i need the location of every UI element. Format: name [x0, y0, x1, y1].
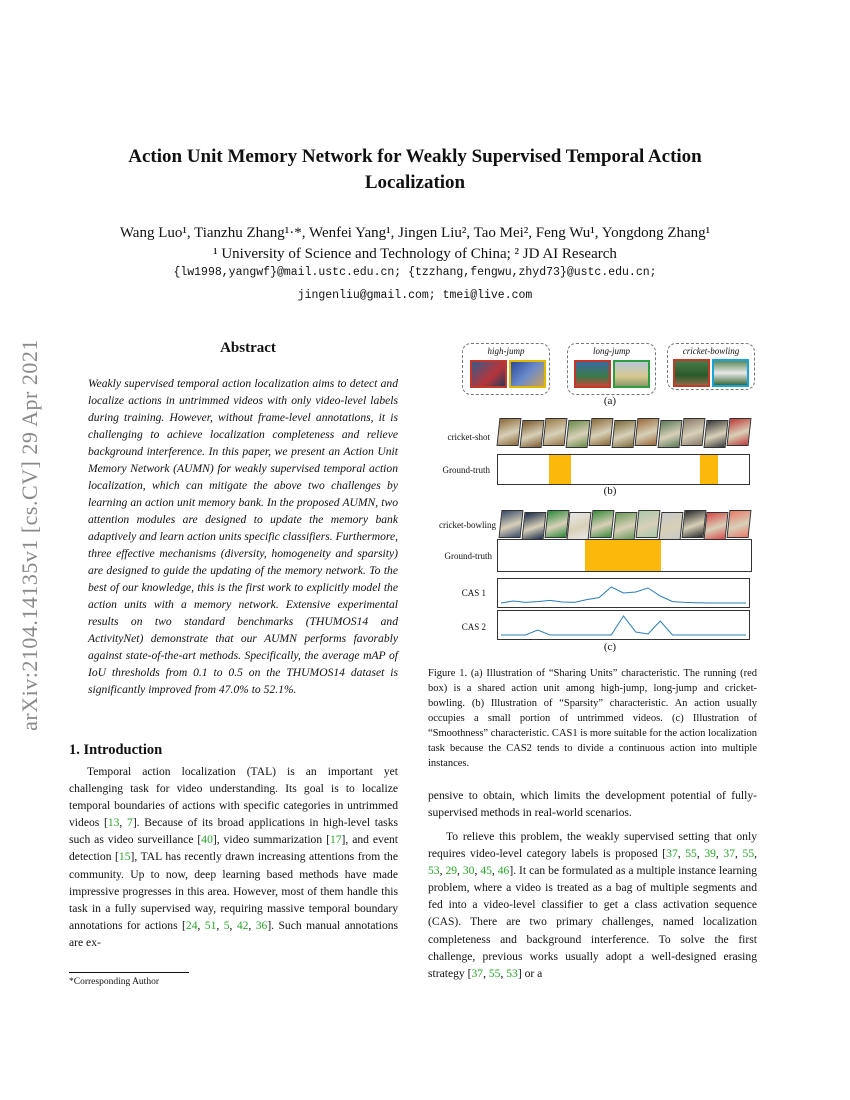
- video-frame: [704, 420, 729, 448]
- citation[interactable]: 24: [185, 918, 198, 932]
- citation[interactable]: 17: [329, 833, 342, 847]
- video-frame: [681, 510, 706, 538]
- citation[interactable]: 37: [471, 966, 484, 980]
- video-thumbnail: [712, 359, 749, 387]
- video-frame: [566, 420, 591, 448]
- video-frame: [658, 420, 683, 448]
- row-label-cricket-shot: cricket-shot: [447, 432, 490, 442]
- subfigure-label-c: (c): [603, 641, 617, 653]
- video-frame: [567, 512, 592, 540]
- cas1-plot: [497, 578, 750, 608]
- video-thumbnail: [673, 359, 710, 387]
- ground-truth-segment: [585, 540, 661, 571]
- video-frame: [658, 512, 683, 540]
- citation[interactable]: 45: [480, 864, 492, 878]
- row-label-ground-truth: Ground-truth: [444, 551, 492, 561]
- row-label-cas1: CAS 1: [461, 588, 486, 598]
- citation[interactable]: 30: [462, 864, 475, 878]
- citation[interactable]: 46: [497, 864, 510, 878]
- video-frame: [704, 512, 729, 540]
- video-frame: [543, 418, 568, 446]
- video-frame: [497, 418, 522, 446]
- video-thumbnail: [574, 360, 611, 388]
- citation[interactable]: 29: [445, 864, 458, 878]
- group-cricket-bowling: [667, 343, 755, 390]
- citation[interactable]: 5: [223, 918, 230, 932]
- arxiv-stamp: arXiv:2104.14135v1 [cs.CV] 29 Apr 2021: [17, 339, 42, 731]
- subfigure-label-a: (a): [603, 395, 617, 407]
- video-frame: [590, 510, 615, 538]
- abstract-text: Weakly supervised temporal action localization aims to detect and localize actions in untrimmed videos with only video-level labels during training. However, without frame-level annotations, it is challenging to achieve localization completeness and relieve background interference. In this paper, we present an Action Unit Memory Network (AUMN) for weakly supervised temporal action localization, which can mitigate the above two challenges by learning an action unit memory bank. In the proposed AUMN, two attention modules are designed to update the memory bank adaptively and learn action units specific classifiers. Furthermore, three effective mechanisms (diversity, homogeneity and sparsity) are designed to guide the updating of the memory network. To the best of our knowledge, this is the first work to explicitly model the action units with a memory network. Extensive experimental results on two standard benchmarks (THUMOS14 and ActivityNet) demonstrate that our AUMN performs favorably against state-of-the-art methods. Specifically, the average mAP of IoU thresholds from 0.1 to 0.5 on the THUMOS14 dataset is significantly improved from 47.0% to 52.1%.: [88, 377, 398, 696]
- video-frame: [520, 420, 545, 448]
- cas1-line-chart: [498, 579, 749, 607]
- cas2-line-chart: [498, 611, 749, 639]
- video-frame: [499, 510, 524, 538]
- ground-truth-segment: [700, 455, 718, 484]
- cas2-plot: [497, 610, 750, 640]
- video-frame: [635, 418, 660, 446]
- row-label-cas2: CAS 2: [461, 622, 486, 632]
- figure-1: [430, 340, 760, 660]
- cas-series-line: [501, 616, 746, 635]
- video-frame: [544, 510, 569, 538]
- citation[interactable]: 53: [428, 864, 440, 878]
- citation[interactable]: 53: [506, 966, 518, 980]
- video-frame: [727, 510, 752, 538]
- authors: Wang Luo¹, Tianzhu Zhang¹·*, Wenfei Yang¹, Jingen Liu², Tao Mei², Feng Wu¹, Yongdong Zhang¹: [119, 225, 711, 241]
- video-thumbnail: [470, 360, 507, 388]
- cas-series-line: [501, 587, 746, 603]
- citation[interactable]: 55: [685, 847, 697, 861]
- video-frame: [612, 420, 637, 448]
- citation[interactable]: 7: [127, 816, 133, 830]
- citation[interactable]: 42: [236, 918, 249, 932]
- citation[interactable]: 55: [742, 847, 755, 861]
- citation[interactable]: 13: [107, 816, 120, 830]
- video-frame: [589, 418, 614, 446]
- footnote-rule: [69, 972, 189, 973]
- video-thumbnail: [613, 360, 650, 388]
- video-thumbnail: [509, 360, 546, 388]
- affiliations: ¹ University of Science and Technology of China; ² JD AI Research: [213, 246, 617, 262]
- citation[interactable]: 55: [488, 966, 501, 980]
- video-frame: [727, 418, 752, 446]
- citation[interactable]: 51: [204, 918, 217, 932]
- emails-line-2: jingenliu@gmail.com; tmei@live.com: [297, 289, 533, 302]
- citation[interactable]: 40: [201, 833, 213, 847]
- group-high-jump: [462, 343, 550, 395]
- group-label: high-jump: [487, 346, 525, 356]
- section-heading-introduction: 1. Introduction: [69, 742, 163, 758]
- subfigure-label-b: (b): [603, 485, 617, 497]
- group-label: long-jump: [593, 346, 630, 356]
- citation[interactable]: 37: [723, 847, 736, 861]
- row-label-cricket-bowling: cricket-bowling: [439, 520, 496, 530]
- intro-paragraph-2: To relieve this problem, the weakly supervised setting that only requires video-level category labels is proposed [37, 55, 39, 37, 55, 53, 29, 30, 45, 46]. It can be formulated as a multiple instance learning problem, where a video is treated as a bag of multiple segments and fed into a video-level classifier to get a class activation sequence (CAS). There are two primary challenges, named localization completeness and background interference. To solve the first challenge, previous works usually adopt a well-designed erasing strategy [37, 55, 53] or a: [428, 830, 758, 980]
- row-label-ground-truth: Ground-truth: [442, 465, 490, 475]
- abstract-heading: Abstract: [220, 340, 276, 356]
- emails-line-1: {lw1998,yangwf}@mail.ustc.edu.cn; {tzzhang,fengwu,zhyd73}@ustc.edu.cn;: [173, 266, 657, 279]
- ground-truth-segment: [549, 455, 570, 484]
- video-frame: [635, 510, 660, 538]
- figure-caption: Figure 1. (a) Illustration of “Sharing Units” characteristic. The running (red box) is a shared action unit among high-jump, long-jump and cricket-bowling. (b) Illustration of “Sparsity” characteristic. An action usually occupies a small portion of untrimmed videos. (c) Illustration of “Smoothness” characteristic. CAS1 is more suitable for the action localization task because the CAS2 tends to divide a continuous action into multiple instances.: [428, 668, 757, 769]
- intro-paragraph-continued: pensive to obtain, which limits the development potential of fully-supervised methods in real-world scenarios.: [428, 789, 757, 820]
- citation[interactable]: 39: [704, 847, 716, 861]
- video-frame: [521, 512, 546, 540]
- citation[interactable]: 36: [255, 918, 268, 932]
- citation[interactable]: 15: [118, 850, 131, 864]
- footnote: *Corresponding Author: [69, 977, 159, 987]
- group-label: cricket-bowling: [682, 346, 740, 356]
- intro-paragraph-1: Temporal action localization (TAL) is an important yet challenging task for video understanding. Its goal is to localize temporal boundaries of actions with specific categories in untrimmed videos [13, 7]. Because of its broad applications in high-level tasks such as video surveillance [40], video summarization [17], and event detection [15], TAL has recently drawn increasing attentions from the community. Up to now, deep learning based methods have made impressive progresses in this area. However, most of them handle this task in a fully supervised way, requiring massive temporal boundary annotations for actions [24, 51, 5, 42, 36]. Such manual annotations are ex-: [69, 765, 399, 949]
- ground-truth-bar-c: [497, 539, 752, 572]
- video-frame: [681, 418, 706, 446]
- citation[interactable]: 37: [666, 847, 678, 861]
- video-frame: [613, 512, 638, 540]
- frame-strip-cricket-shot: [497, 418, 750, 448]
- ground-truth-bar-b: [497, 454, 750, 485]
- group-long-jump: [567, 343, 656, 395]
- paper-title: Action Unit Memory Network for Weakly Supervised Temporal Action Localization: [128, 146, 702, 193]
- frame-strip-cricket-bowling: [499, 510, 750, 540]
